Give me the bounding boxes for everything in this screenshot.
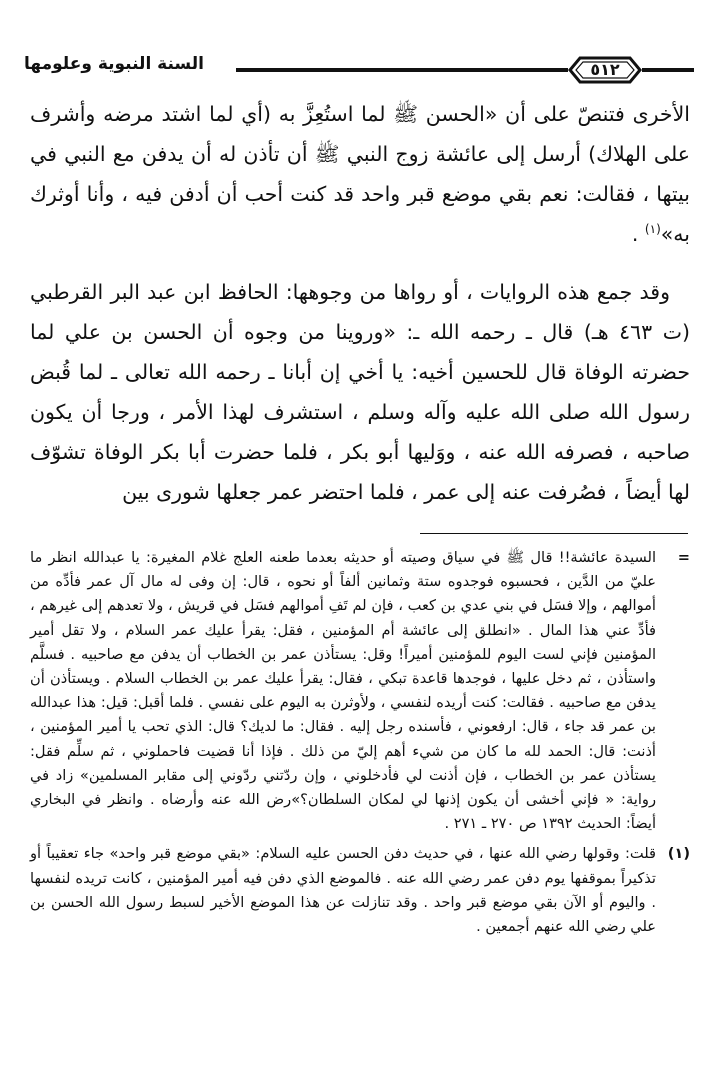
page-header <box>24 48 694 88</box>
paragraph-1 <box>30 94 690 254</box>
paragraph-1-end: . <box>631 222 645 246</box>
footnote-continuation-text: السيدة عائشة!! قال ﷺ في سياق وصيته أو حديثه بعدما طعنه العلج غلام المغيرة: يا عبدالله انظر ما عليّ من الدَّين ، فحسبوه فوجدوه ستة وثمانين ألفاً أو نحوه ، قال: إن وفى له مال آل عمر فأدِّه من أموالهم ، وإلا فسَل في بني عدي بن كعب ، فإن لم تَفِ أموالهم فسَل في قريش ، ولا تعدهم إلى غيرهم ، فأدِّ عني هذا المال . «انطلق إلى عائشة أم المؤمنين ، فقل: يقرأ عليك عمر السلام ، ولا تقل أمير المؤمنين فإني لست اليوم للمؤمنين أميراً! وقل: يستأذن عمر بن الخطاب أن يدفن مع صاحبيه . فسلَّم واستأذن ، ثم دخل عليها ، فوجدها قاعدة تبكي ، فقال: يقرأ عليك عمر بن الخطاب السلام . ويستأذن أن يدفن مع صاحبيه . فقالت: كنت أريده لنفسي ، ولأوثرن به اليوم على نفسي . فلما أقبل: قيل: هذا عبدالله بن عمر قد جاء ، قال: ارفعوني ، فأسنده رجل إليه . فقال: ما لديك؟ قال: الذي تحب يا أمير المؤمنين ، أذنت: قال: الحمد لله ما كان من شيء أهم إليّ من ذلك . فإذا أنا قضيت فاحملوني ، ثم سلِّم فقل: يستأذن عمر بن الخطاب ، فإن أذنت لي فأدخلوني ، وإن ردّتني ردّوني إلى مقابر المسلمين» زاد في رواية: « فإني أخشى أن يكون إذنها لي لمكان السلطان؟»رض الله عنه وأرضاه . وانظر في البخاري أيضاً: الحديث ١٣٩٢ ص ٢٧٠ ـ ٢٧١ . <box>30 549 656 833</box>
paragraph-1-text: الأخرى فتنصّ على أن «الحسن ﷺ لما استُعِزَّ به (أي لما اشتد مرضه وأشرف على الهلاك) أرسل إلى عائشة زوج النبي ﷺ أن تأذن له أن يدفن مع النبي في بيتها ، فقالت: نعم بقي موضع قبر واحد قد كنت أحب أن أدفن فيه ، وأنا أوثرك به» <box>30 102 690 246</box>
footnotes <box>30 546 690 939</box>
footnote-1-text: قلت: وقولها رضي الله عنها ، في حديث دفن الحسن عليه السلام: «بقي موضع قبر واحد» جاء تعقيباً أو تذكيراً بموقفها يوم دفن عمر رضي الله عنه . فالموضع الذي دفن فيه أمير المؤمنين ، كانت تريده لنفسها . واليوم أو الآن بقي موضع قبر واحد . وقد تنازلت عن هذا الموضع الأخير لسبط رسول الله الحسن بن علي رضي الله عنهم أجمعين . <box>30 845 656 936</box>
page-number-ornament <box>568 55 642 85</box>
paragraph-2: وقد جمع هذه الروايات ، أو رواها من وجوهها: الحافظ ابن عبد البر القرطبي (ت ٤٦٣ هـ) قال ـ رحمه الله ـ: «وروينا من وجوه أن الحسن بن علي لما حضرته الوفاة قال للحسين أخيه: يا أخي إن أبانا ـ رحمه الله تعالى ـ لما قُبض رسول الله صلى الله عليه وآله وسلم ، استشرف لهذا الأمر ، ورجا أن يكون صاحبه ، فصرفه الله عنه ، ووَليها أبو بكر ، فلما حضرت أبا بكر الوفاة تشوّف لها أيضاً ، فصُرفت عنه إلى عمر ، فلما احتضر عمر جعلها شورى بين <box>30 280 690 504</box>
header-rule-right <box>642 68 694 72</box>
header-rule-left <box>236 68 568 72</box>
footnote-divider <box>420 533 688 534</box>
footnote-1-mark: (١) <box>667 845 690 863</box>
main-text <box>30 94 690 512</box>
running-title: السنة النبوية وعلومها <box>24 54 204 74</box>
footnote-reference: (١) <box>644 222 661 237</box>
footnote-1 <box>30 842 690 939</box>
continuation-mark: = <box>677 549 690 566</box>
page-number: ٥١٢ <box>590 60 620 79</box>
footnote-continuation <box>30 546 690 836</box>
